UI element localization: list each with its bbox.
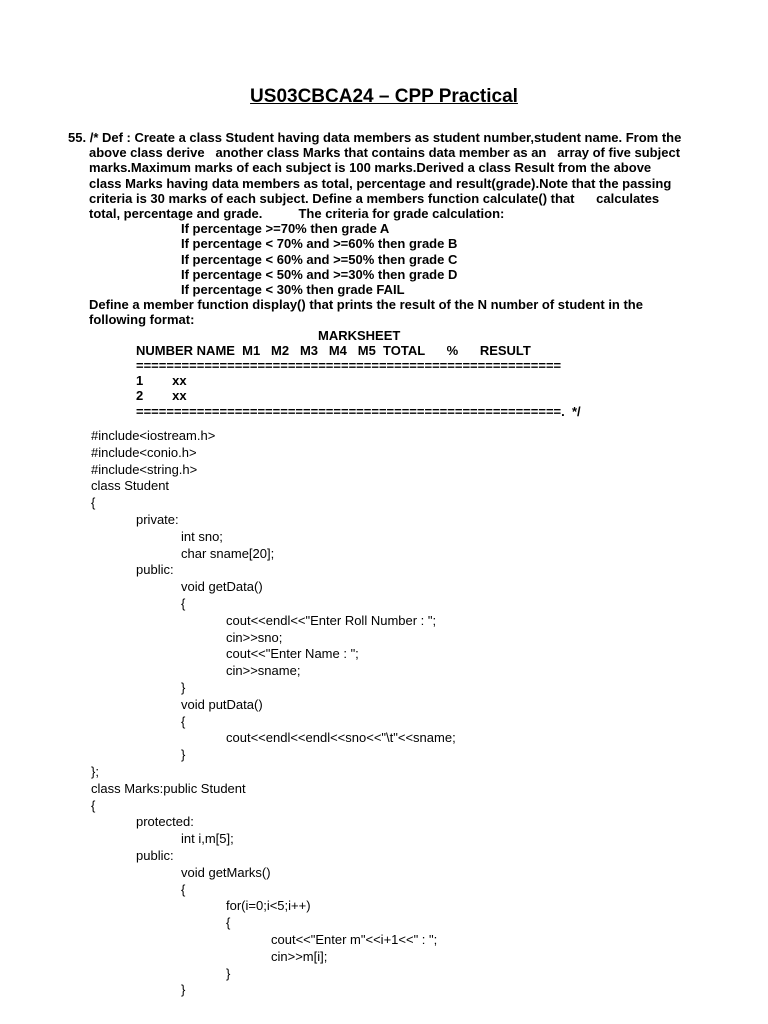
problem-line: criteria is 30 marks of each subject. Define a members function calculate() that calculates	[89, 190, 660, 206]
problem-line: above class derive another class Marks that contains data member as an array of five subject	[89, 145, 681, 161]
code-line: cin>>sname;	[226, 663, 301, 679]
code-line: }	[181, 679, 186, 695]
code-line: {	[181, 881, 186, 897]
code-line: }	[226, 965, 231, 981]
code-line: #include<iostream.h>	[91, 428, 216, 443]
marksheet-row: 2 xx	[136, 388, 187, 404]
code-line: cout<<"Enter m"<<i+1<<" : ";	[271, 931, 438, 947]
criteria-line: If percentage < 50% and >=30% then grade D	[181, 266, 458, 282]
code-line: #include<conio.h>	[91, 444, 197, 460]
document-title: US03CBCA24 – CPP Practical	[250, 86, 518, 107]
problem-statement	[68, 130, 738, 419]
code-line: public:	[136, 847, 174, 863]
code-line: }	[181, 982, 186, 998]
code-line: protected:	[136, 814, 194, 830]
code-line: char sname[20];	[181, 545, 275, 561]
code-line: int sno;	[181, 528, 223, 544]
problem-line: Define a member function display() that prints the result of the N number of student in the	[89, 297, 643, 313]
marksheet-row: 1 xx	[136, 373, 187, 389]
code-line: {	[91, 797, 96, 813]
code-line: {	[226, 915, 231, 931]
problem-text: /* Def : Create a class Student having data members as student number,student name. From the	[89, 130, 682, 145]
code-line: #include<string.h>	[91, 461, 198, 477]
code-line: int i,m[5];	[181, 831, 234, 847]
code-line: {	[181, 713, 186, 729]
code-line: cout<<"Enter Name : ";	[226, 646, 359, 662]
criteria-line: If percentage < 30% then grade FAIL	[181, 282, 405, 298]
marksheet-rule: ========================================================	[136, 358, 562, 374]
code-line: cout<<endl<<"Enter Roll Number : ";	[226, 612, 437, 628]
criteria-line: If percentage >=70% then grade A	[181, 221, 390, 237]
code-line: private:	[136, 511, 179, 527]
code-line: };	[91, 763, 99, 779]
code-line: class Student	[91, 478, 170, 494]
code-line: cin>>sno;	[226, 629, 283, 645]
code-line: void putData()	[181, 696, 263, 712]
problem-line: total, percentage and grade. The criteria for grade calculation:	[89, 206, 505, 222]
code-line: void getMarks()	[181, 864, 271, 880]
code-line: cin>>m[i];	[271, 948, 328, 964]
problem-first-line	[68, 130, 738, 145]
problem-line: marks.Maximum marks of each subject is 100 marks.Derived a class Result from the above	[89, 160, 652, 176]
code-line: void getData()	[181, 579, 263, 595]
problem-line: following format:	[89, 312, 195, 328]
marksheet-header: NUMBER NAME M1 M2 M3 M4 M5 TOTAL % RESULT	[136, 342, 531, 358]
code-listing	[91, 428, 741, 999]
problem-number: 55.	[68, 130, 87, 145]
code-line: public:	[136, 562, 174, 578]
marksheet-end-rule: ========================================================. */	[136, 403, 581, 419]
criteria-line: If percentage < 70% and >=60% then grade B	[181, 236, 458, 252]
code-line: for(i=0;i<5;i++)	[226, 898, 311, 914]
marksheet-title: MARKSHEET	[318, 327, 401, 343]
problem-line: class Marks having data members as total, percentage and result(grade).Note that the passing	[89, 175, 672, 191]
code-line: }	[181, 747, 186, 763]
code-line: {	[181, 595, 186, 611]
code-line: {	[91, 495, 96, 511]
code-line: class Marks:public Student	[91, 780, 246, 796]
code-line: cout<<endl<<endl<<sno<<"\t"<<sname;	[226, 730, 456, 746]
criteria-line: If percentage < 60% and >=50% then grade C	[181, 251, 458, 267]
